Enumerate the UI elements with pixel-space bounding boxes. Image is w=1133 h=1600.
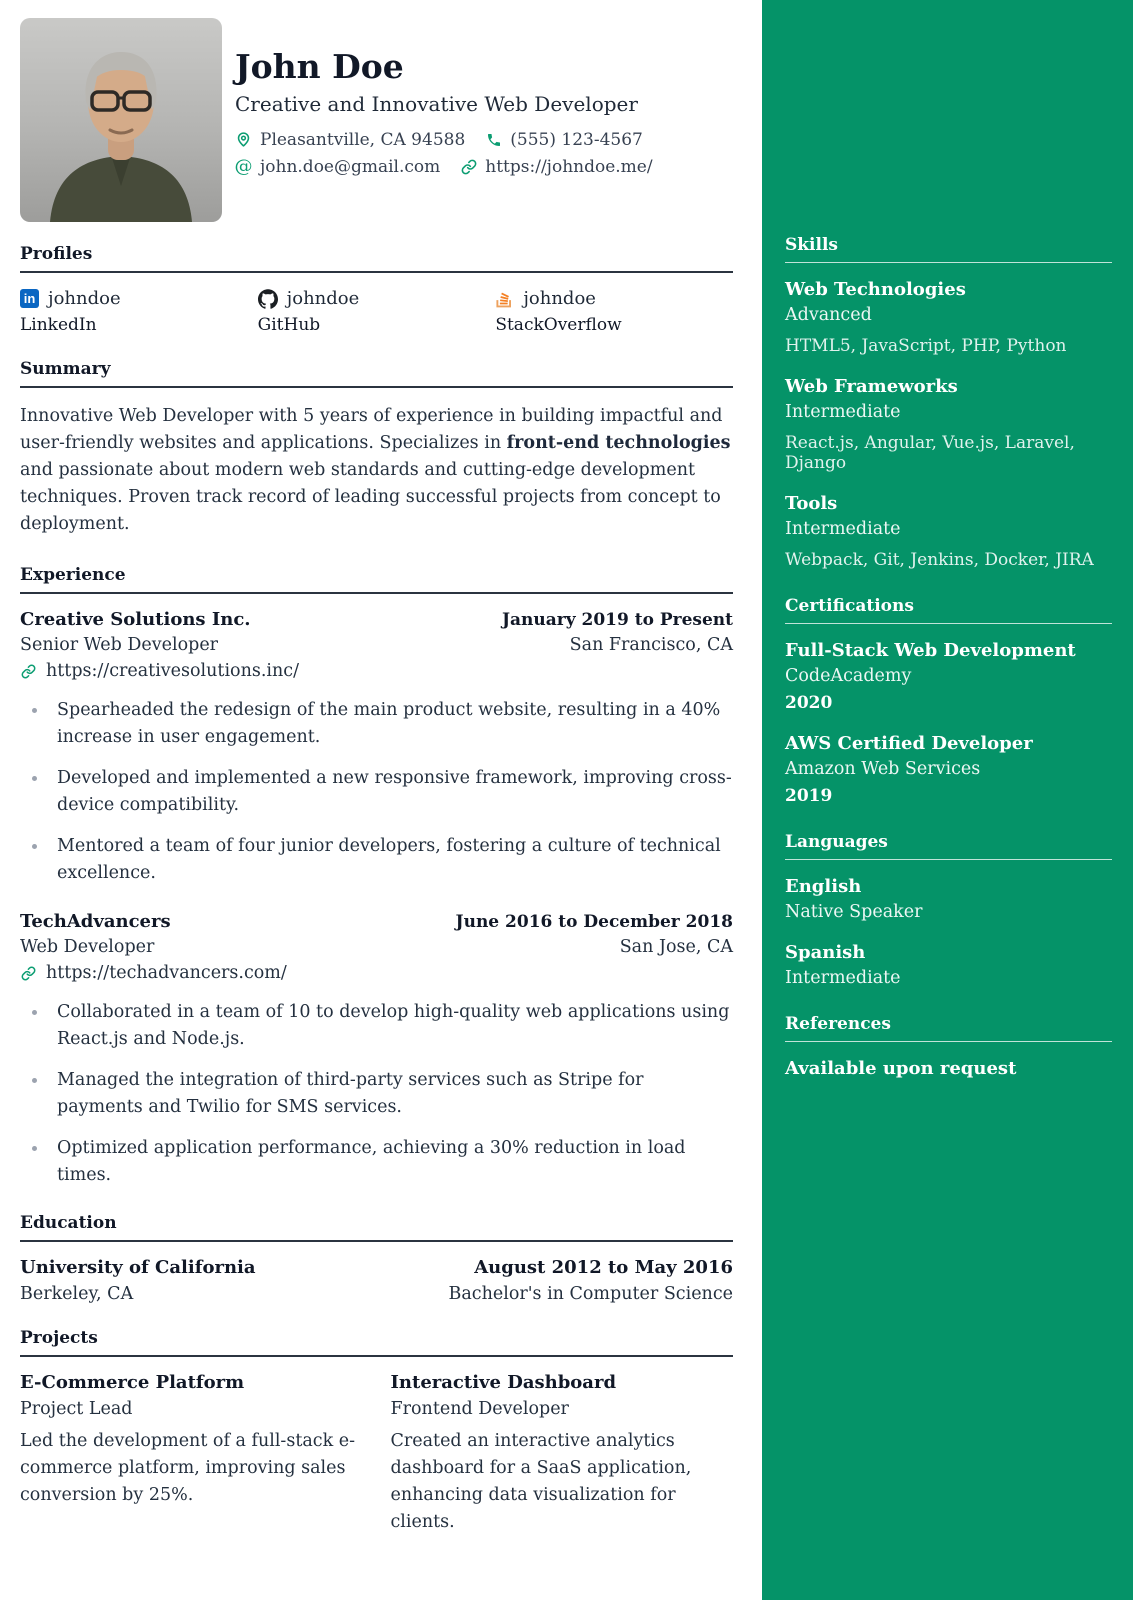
website-text[interactable]: https://johndoe.me/ — [485, 156, 653, 177]
skill-item — [785, 493, 1112, 570]
website-item[interactable] — [460, 157, 652, 177]
phone-text: (555) 123-4567 — [510, 129, 643, 150]
skill-level: Intermediate — [785, 402, 901, 422]
sidebar — [762, 0, 1133, 1600]
certifications-heading: Certifications — [785, 596, 1112, 624]
summary-section — [20, 359, 733, 538]
skill-keywords: React.js, Angular, Vue.js, Laravel, Django — [785, 433, 1075, 473]
project-role: Project Lead — [20, 1399, 133, 1419]
profile-username-row — [258, 288, 496, 309]
job-bullets — [20, 697, 733, 887]
experience-entry — [20, 609, 733, 887]
skill-name: Tools — [785, 493, 838, 514]
summary-text-after: and passionate about modern web standards and cutting-edge development techniques. Proven track record of leading successful projects from concept to deployment. — [20, 460, 721, 534]
stackoverflow-icon — [495, 288, 514, 309]
skill-item — [785, 279, 1112, 356]
job-position: Senior Web Developer — [20, 635, 219, 655]
job-dates: June 2016 to December 2018 — [455, 912, 733, 932]
certification-year: 2019 — [785, 786, 833, 806]
profile-photo-image — [20, 18, 222, 222]
header-text — [235, 18, 653, 222]
contact-row — [235, 157, 653, 177]
link-icon — [460, 158, 477, 175]
job-url-row[interactable] — [20, 963, 733, 983]
email-at-icon: @ — [234, 155, 253, 177]
profile-network: LinkedIn — [20, 315, 97, 335]
projects-section — [20, 1328, 733, 1536]
profiles-grid — [20, 288, 733, 335]
job-header — [20, 911, 733, 932]
job-subheader — [20, 937, 733, 957]
profile-username[interactable]: johndoe — [523, 288, 596, 309]
references-section — [785, 1014, 1112, 1079]
language-item — [785, 876, 1112, 922]
language-name: Spanish — [785, 942, 866, 963]
education-institution: University of California — [20, 1257, 256, 1278]
job-company: TechAdvancers — [20, 911, 171, 932]
link-icon — [20, 663, 37, 680]
phone-icon — [485, 131, 502, 148]
main-column — [20, 18, 733, 1536]
profile-stackoverflow[interactable] — [495, 288, 733, 335]
project-role: Frontend Developer — [390, 1399, 569, 1419]
skills-section — [785, 235, 1112, 570]
language-name: English — [785, 876, 862, 897]
profiles-heading: Profiles — [20, 244, 733, 273]
job-bullets — [20, 999, 733, 1189]
bullet-item: Mentored a team of four junior developers, fostering a culture of technical excellence. — [20, 833, 733, 887]
project-name: Interactive Dashboard — [390, 1372, 617, 1393]
education-degree: Bachelor's in Computer Science — [448, 1284, 733, 1304]
email-text[interactable]: john.doe@gmail.com — [260, 156, 441, 177]
certification-issuer: Amazon Web Services — [785, 759, 981, 779]
bullet-item: Managed the integration of third-party services such as Stripe for payments and Twilio for SMS services. — [20, 1067, 733, 1121]
skill-item — [785, 376, 1112, 473]
linkedin-icon: in — [20, 289, 39, 308]
skill-level: Advanced — [785, 305, 872, 325]
project-description: Created an interactive analytics dashboard for a SaaS application, enhancing data visualization for clients. — [390, 1431, 692, 1532]
bullet-item: Developed and implemented a new responsive framework, improving cross-device compatibility. — [20, 765, 733, 819]
job-url[interactable]: https://techadvancers.com/ — [46, 963, 287, 983]
bullet-item: Collaborated in a team of 10 to develop high-quality web applications using React.js and Node.js. — [20, 999, 733, 1053]
profile-network: GitHub — [257, 315, 321, 335]
languages-section — [785, 832, 1112, 988]
github-icon — [258, 289, 278, 309]
job-url[interactable]: https://creativesolutions.inc/ — [46, 661, 299, 681]
profile-username[interactable]: johndoe — [48, 288, 121, 309]
language-item — [785, 942, 1112, 988]
email-item[interactable] — [235, 157, 440, 177]
certification-year: 2020 — [785, 693, 833, 713]
profile-network: StackOverflow — [495, 315, 622, 335]
experience-section — [20, 565, 733, 1189]
project-description: Led the development of a full-stack e-commerce platform, improving sales conversion by 25%. — [20, 1431, 356, 1505]
experience-heading: Experience — [20, 565, 733, 594]
education-entry — [20, 1257, 733, 1304]
job-position: Web Developer — [20, 937, 155, 957]
language-level: Native Speaker — [785, 902, 923, 922]
phone-item — [485, 130, 643, 150]
projects-grid — [20, 1372, 733, 1536]
certification-item — [785, 640, 1112, 713]
job-company: Creative Solutions Inc. — [20, 609, 251, 630]
job-url-row[interactable] — [20, 661, 733, 681]
project-name: E-Commerce Platform — [20, 1372, 245, 1393]
resume-header — [20, 18, 733, 222]
languages-heading: Languages — [785, 832, 1112, 860]
link-icon — [20, 965, 37, 982]
references-heading: References — [785, 1014, 1112, 1042]
education-left — [20, 1257, 256, 1304]
summary-text — [20, 403, 733, 538]
job-location: San Jose, CA — [619, 937, 733, 957]
contact-info — [235, 130, 653, 177]
job-location: San Francisco, CA — [569, 635, 733, 655]
skills-heading: Skills — [785, 235, 1112, 263]
person-name: John Doe — [235, 47, 404, 86]
project-entry — [391, 1372, 734, 1536]
summary-text-before: Innovative Web Developer with 5 years of experience in building impactful and user-friendly websites and applications. Specializes in — [20, 406, 723, 453]
job-subheader — [20, 635, 733, 655]
person-headline: Creative and Innovative Web Developer — [235, 91, 638, 116]
job-header — [20, 609, 733, 630]
project-entry — [20, 1372, 363, 1536]
skill-name: Web Frameworks — [785, 376, 958, 397]
certification-name: AWS Certified Developer — [785, 733, 1033, 754]
location-item — [235, 130, 465, 150]
certifications-section — [785, 596, 1112, 806]
certification-name: Full-Stack Web Development — [785, 640, 1076, 661]
references-text: Available upon request — [785, 1058, 1017, 1079]
education-heading: Education — [20, 1213, 733, 1242]
profile-username[interactable]: johndoe — [286, 288, 360, 309]
location-text: Pleasantville, CA 94588 — [260, 129, 466, 150]
profile-linkedin[interactable] — [20, 288, 258, 335]
bullet-item: Optimized application performance, achieving a 30% reduction in load times. — [20, 1135, 733, 1189]
profile-username-row — [20, 288, 258, 309]
experience-entry — [20, 911, 733, 1189]
skill-keywords: HTML5, JavaScript, PHP, Python — [785, 336, 1067, 356]
language-level: Intermediate — [785, 968, 901, 988]
education-dates: August 2012 to May 2016 — [474, 1257, 733, 1278]
education-location: Berkeley, CA — [20, 1284, 134, 1304]
skill-level: Intermediate — [785, 519, 901, 539]
education-section — [20, 1213, 733, 1304]
profile-github[interactable] — [258, 288, 496, 335]
education-right — [449, 1257, 734, 1304]
bullet-item: Spearheaded the redesign of the main product website, resulting in a 40% increase in user engagement. — [20, 697, 733, 751]
summary-heading: Summary — [20, 359, 733, 388]
summary-highlight: front-end technologies — [506, 433, 731, 453]
profile-username-row — [495, 288, 733, 309]
profiles-section — [20, 244, 733, 335]
projects-heading: Projects — [20, 1328, 733, 1357]
certification-item — [785, 733, 1112, 806]
skill-name: Web Technologies — [785, 279, 966, 300]
contact-row — [235, 130, 653, 150]
job-dates: January 2019 to Present — [501, 610, 733, 630]
location-pin-icon — [235, 131, 252, 148]
profile-photo — [20, 18, 222, 222]
certification-issuer: CodeAcademy — [785, 666, 912, 686]
skill-keywords: Webpack, Git, Jenkins, Docker, JIRA — [785, 550, 1094, 570]
